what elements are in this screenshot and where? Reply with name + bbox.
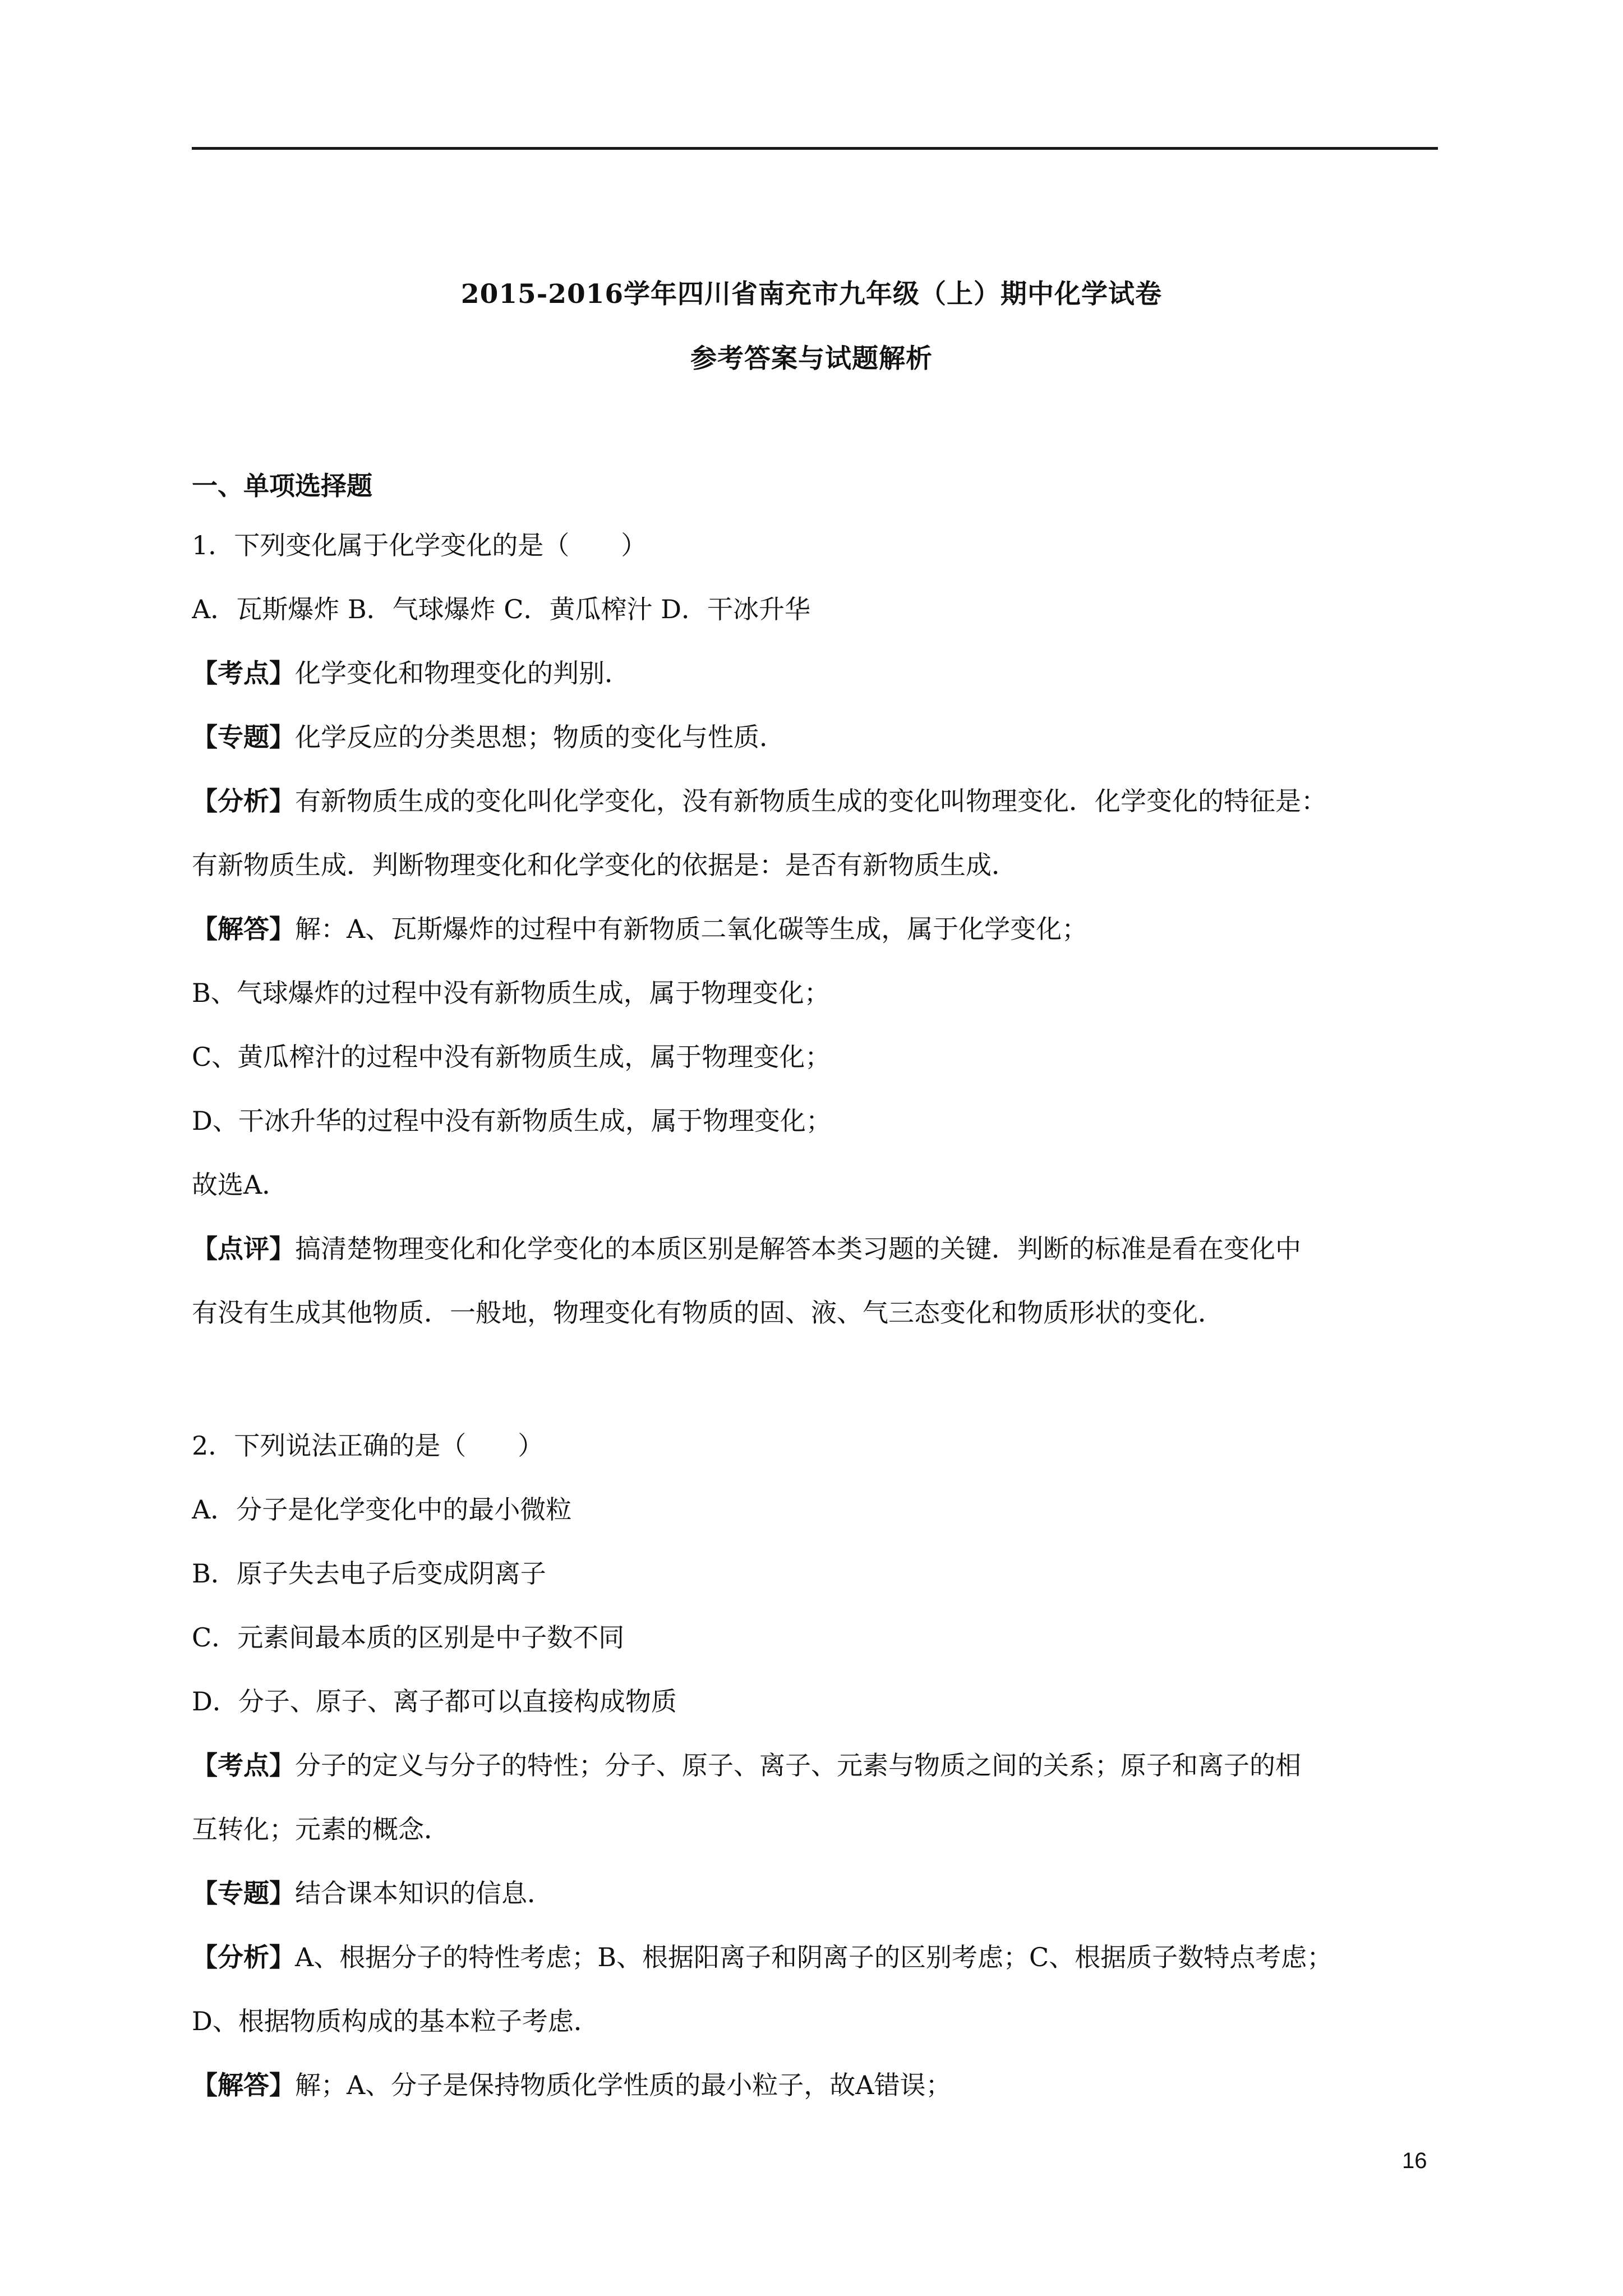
q1-kaodian	[192, 641, 1438, 705]
fenxi-tag: 【分析】	[192, 1942, 295, 1972]
q2-option-c: C．元素间最本质的区别是中子数不同	[192, 1622, 625, 1653]
fenxi-text: 有新物质生成的变化叫化学变化，没有新物质生成的变化叫物理变化．化学变化的特征是：	[295, 786, 1327, 816]
zhuanti-tag: 【专题】	[192, 1878, 295, 1908]
fenxi-text: A、根据分子的特性考虑；B、根据阳离子和阴离子的区别考虑；C、根据质子数特点考虑；	[295, 1942, 1333, 1972]
q1-jieda-b: B、气球爆炸的过程中没有新物质生成，属于物理变化；	[192, 978, 830, 1008]
jieda-tag: 【解答】	[192, 2070, 295, 2100]
q1-fenxi-cont: 有新物质生成．判断物理变化和化学变化的依据是：是否有新物质生成．	[192, 850, 1017, 880]
kaodian-tag: 【考点】	[192, 1750, 295, 1780]
q1-fenxi	[192, 769, 1438, 833]
q2-option-d: D．分子、原子、离子都可以直接构成物质	[192, 1686, 677, 1717]
q2-kaodian	[192, 1733, 1438, 1797]
q2-option-b: B．原子失去电子后变成阴离子	[192, 1558, 546, 1589]
q2-jieda	[192, 2053, 1438, 2117]
fenxi-tag: 【分析】	[192, 786, 295, 816]
question-1	[192, 513, 1438, 1345]
page-title: 2015-2016学年四川省南充市九年级（上）期中化学试卷	[460, 279, 1163, 310]
q1-dianping-cont: 有没有生成其他物质．一般地，物理变化有物质的固、液、气三态变化和物质形状的变化．	[192, 1297, 1224, 1328]
q2-kaodian-cont: 互转化；元素的概念．	[192, 1814, 450, 1844]
q1-zhuanti	[192, 705, 1438, 769]
dianping-text: 搞清楚物理变化和化学变化的本质区别是解答本类习题的关键．判断的标准是看在变化中	[295, 1234, 1301, 1264]
kaodian-text: 分子的定义与分子的特性；分子、原子、离子、元素与物质之间的关系；原子和离子的相	[295, 1750, 1301, 1780]
q1-jieda	[192, 897, 1438, 961]
page-number: 16	[1402, 2148, 1427, 2173]
q1-answer: 故选A．	[192, 1170, 288, 1200]
q1-dianping	[192, 1217, 1438, 1281]
jieda-text: 解；A、分子是保持物质化学性质的最小粒子，故A错误；	[295, 2070, 952, 2100]
q2-fenxi	[192, 1925, 1438, 1989]
kaodian-text: 化学变化和物理变化的判别．	[295, 658, 630, 688]
zhuanti-tag: 【专题】	[192, 722, 295, 752]
q2-zhuanti	[192, 1861, 1438, 1925]
zhuanti-text: 化学反应的分类思想；物质的变化与性质．	[295, 722, 785, 752]
jieda-tag: 【解答】	[192, 914, 295, 944]
q2-option-a: A．分子是化学变化中的最小微粒	[192, 1494, 572, 1525]
q2-stem: 2．下列说法正确的是（ ）	[192, 1430, 544, 1461]
zhuanti-text: 结合课本知识的信息．	[295, 1878, 553, 1908]
page-subtitle: 参考答案与试题解析	[690, 343, 933, 374]
q1-stem: 1．下列变化属于化学变化的是（ ）	[192, 530, 647, 560]
section-heading: 一、单项选择题	[192, 471, 372, 501]
q1-jieda-d: D、干冰升华的过程中没有新物质生成，属于物理变化；	[192, 1106, 832, 1136]
q1-options: A．瓦斯爆炸 B．气球爆炸 C．黄瓜榨汁 D．干冰升华	[192, 594, 810, 624]
q1-jieda-c: C、黄瓜榨汁的过程中没有新物质生成，属于物理变化；	[192, 1042, 831, 1072]
q2-fenxi-cont: D、根据物质构成的基本粒子考虑．	[192, 2006, 600, 2036]
kaodian-tag: 【考点】	[192, 658, 295, 688]
header-rule	[192, 147, 1438, 150]
jieda-text: 解：A、瓦斯爆炸的过程中有新物质二氧化碳等生成，属于化学变化；	[295, 914, 1088, 944]
question-2	[192, 1414, 1438, 2117]
dianping-tag: 【点评】	[192, 1234, 295, 1264]
